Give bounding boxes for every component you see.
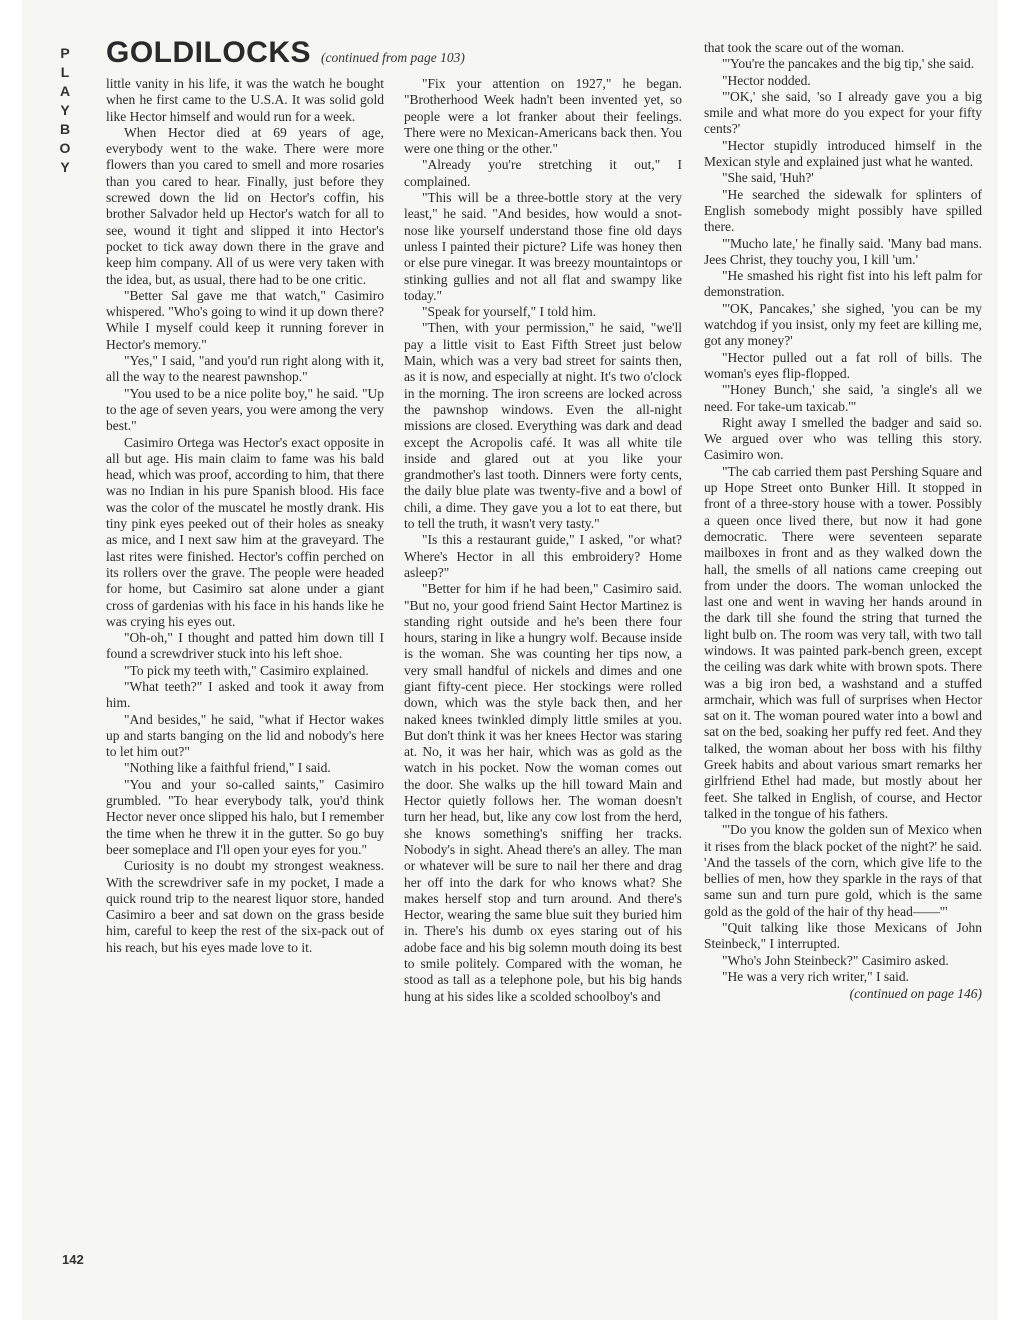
paragraph: "'OK, Pancakes,' she sighed, 'you can be my watchdog if you insist, only my feet are killing me, got any money?' (704, 300, 982, 349)
masthead-letter: P (60, 45, 70, 61)
paragraph: "Fix your attention on 1927," he began. "Brotherhood Week hadn't been invented yet, so people were a lot franker about their feelings. There were no Mexican-Americans back then. You were one thing or the other." (404, 76, 682, 157)
paragraph: "Then, with your permission," he said, "we'll pay a little visit to East Fifth Street just below Main, which was a very bad street for saints then, as it is now, and especially at night. It's two o'clock in the morning. The iron screens are locked across the pawnshop windows. Even the all-night missions are closed. Everything was dark and dead except the Acropolis café. It was all white tile inside and glared out at you like your grandmother's last tooth. Dinners were forty cents, the daily blue plate was twenty-five and a bowl of chili, a dime. They gave you a lot to eat there, but to tell the truth, it wasn't very tasty." (404, 320, 682, 532)
paragraph: "What teeth?" I asked and took it away from him. (106, 678, 384, 711)
masthead-letter: Y (60, 159, 70, 175)
article-title: GOLDILOCKS (106, 36, 311, 69)
paragraph: "'Honey Bunch,' she said, 'a single's all we need. For take-um taxicab.'" (704, 382, 982, 414)
magazine-page (22, 0, 998, 1320)
text-column-2 (404, 76, 682, 1005)
paragraph: "Nothing like a faithful friend," I said. (124, 760, 331, 776)
paragraph: "'OK,' she said, 'so I already gave you a big smile and what more do you expect for your fifty cents?' (704, 88, 982, 137)
masthead-letter: O (59, 140, 71, 156)
article-header (106, 36, 526, 76)
paragraph: "Oh-oh," I thought and patted him down till I found a screwdriver stuck into his left shoe. (106, 630, 384, 662)
masthead-letter: B (59, 121, 71, 137)
paragraph: "Hector stupidly introduced himself in the Mexican style and explained just what he wanted. (704, 137, 982, 170)
paragraph: "You and your so-called saints," Casimiro grumbled. "To hear everybody talk, you'd think Hector never once slipped his halo, but I remember the time when he threw it in the gutter. So go buy beer someplace and I'll open your eyes for you." (106, 776, 384, 857)
paragraph: little vanity in his life, it was the watch he bought when he first came to the U.S.A. It was solid gold like Hector himself and would run for a week. (106, 76, 384, 124)
paragraph: "She said, 'Huh?' (722, 170, 814, 186)
paragraph: "To pick my teeth with," Casimiro explained. (124, 662, 369, 678)
paragraph: "Hector pulled out a fat roll of bills. The woman's eyes flip-flopped. (704, 349, 982, 381)
page-number: 142 (62, 1252, 84, 1267)
paragraph: "'Do you know the golden sun of Mexico when it rises from the black pocket of the night?' he said. 'And the tassels of the corn, which give life to the bellies of men, how they sparkle in the rays of that same sun and turn pure gold, which is the same gold as the gold of the hair of thy head——'" (704, 822, 982, 919)
paragraph: "The cab carried them past Pershing Square and up Hope Street onto Bunker Hill. It stopped in front of a three-story house with a tower. Possibly a queen once lived there, but now it had gone democratic. There were seventeen separate mailboxes in front and as they walked down the hall, the smells of all nations came creeping out from under the doors. The woman unlocked the last one and went in waving her hands around in the dark till she found the string that turned the light bulb on. The room was very tall, with two tall windows. It was painted park-bench green, except the ceiling was dark white with brown spots. There was a big iron bed, a washstand and a stuffed armchair, which was full of surprises when Hector sat on it. The woman poured water into a bowl and sat on the bed, soaking her puffy red feet. And they talked, the woman about her boss with his filthy Greek habits and about various smart remarks her girlfriend Ethel had made, but mostly about her feet. She talked in English, of course, and Hector talked in the tongue of his fathers. (704, 463, 982, 821)
continued-from-note: (continued from page 103) (321, 50, 465, 65)
magazine-masthead (57, 44, 73, 177)
paragraph: "'Mucho late,' he finally said. 'Many bad mans. Jees Christ, they touchy you, I kill 'um.' (704, 235, 982, 267)
paragraph: "Who's John Steinbeck?" Casimiro asked. (722, 952, 949, 968)
text-column-3 (704, 40, 982, 1003)
paragraph: "He smashed his right fist into his left palm for demonstration. (704, 268, 982, 300)
paragraph: "Better for him if he had been," Casimiro said. "But no, your good friend Saint Hector Martinez is standing right outside and he's been there four hours, staring in like a hungry wolf. Because inside is the woman. She was counting her tips now, a very small handful of nickels and dimes and one giant fifty-cent piece. Her stockings were rolled down, which was the style back then, and her naked knees twinkled dimply little smiles at you. But don't think it was her knees Hector was staring at. No, it was her hair, which was as gold as the watch in his pocket. Now the woman comes out the door. She walks up the hill toward Main and Hector quietly follows her. The woman doesn't turn her head, but, like any cow lost from the herd, she knows something's sniffing her tracks. Nobody's in sight. Ahead there's an alley. The man or whatever will be sure to nail her there and drag her off into the dark for who knows what? She makes herself stop and turn around. And there's Hector, wearing the same blue suit they buried him in. There's his dumb ox eyes staring out of his adobe face and his big solemn mouth doing its best to smile politely. Compared with the woman, he stood as tall as a telephone pole, but his big hands hung at his sides like a scolded schoolboy's and (404, 581, 682, 1004)
paragraph: "Quit talking like those Mexicans of John Steinbeck," I interrupted. (704, 920, 982, 952)
continued-on-note: (continued on page 146) (849, 986, 982, 1002)
text-column-1 (106, 76, 384, 956)
paragraph: "Hector nodded. (722, 72, 811, 88)
masthead-letter: Y (60, 102, 70, 118)
paragraph: Casimiro Ortega was Hector's exact opposite in all but age. His main claim to fame was his bald head, which was proof, according to him, that there was no Indian in his pure Spanish blood. His face was the color of the muscatel he mostly drank. His tiny pink eyes peeked out of their holes as sneaky as mice, and I next saw him at the graveyard. The last rites were finished. Hector's coffin perched on its rollers over the grave. The people were headed for home, but Casimiro sat alone under a giant cross of gardenias with his face in his hands like he was crying his eyes out. (106, 434, 384, 629)
paragraph: "You used to be a nice polite boy," he said. "Up to the age of seven years, you were among the very best." (106, 385, 384, 434)
paragraph: that took the scare out of the woman. (704, 40, 905, 55)
paragraph: "And besides," he said, "what if Hector wakes up and starts banging on the lid and nobody's here to let him out?" (106, 711, 384, 760)
masthead-letter: A (59, 83, 71, 99)
paragraph: Right away I smelled the badger and said so. We argued over who was telling this story. Casimiro won. (704, 414, 982, 463)
paragraph: When Hector died at 69 years of age, everybody went to the wake. There were more flowers than you cared to smell and more rosaries than you cared to hear. Finally, just before they screwed down the lid on Hector's coffin, his brother Salvador held up Hector's watch for all to see, wound it tight and slipped it into Hector's pocket to tick away down there in the grave and keep him company. All of us were very taken with the idea, but, as usual, there had to be one critic. (106, 124, 384, 287)
paragraph: Curiosity is no doubt my strongest weakness. With the screwdriver safe in my pocket, I made a quick round trip to the nearest liquor store, handed Casimiro a beer and sat down on the grass beside him, careful to keep the rest of the six-pack out of his reach, but his eyes made love to it. (106, 858, 384, 955)
paragraph: "He was a very rich writer," I said. (722, 968, 910, 984)
paragraph: "Speak for yourself," I told him. (422, 304, 597, 320)
paragraph: "Better Sal gave me that watch," Casimiro whispered. "Who's going to wind it up down there? While I myself could keep it running forever in Hector's memory." (106, 287, 384, 352)
masthead-letter: L (60, 64, 70, 80)
paragraph: "This will be a three-bottle story at the very least," he said. "And besides, how would a snot-nose like yourself understand those fine old days unless I painted their picture? Life was honey then or else pure vinegar. It was breezy mountaintops or stinking gullies and not all flat and swampy like today." (404, 190, 682, 303)
paragraph: "Is this a restaurant guide," I asked, "or what? Where's Hector in all this embroidery? Home asleep?" (404, 532, 682, 580)
paragraph: "Already you're stretching it out," I complained. (404, 157, 682, 189)
paragraph: "Yes," I said, "and you'd run right along with it, all the way to the nearest pawnshop." (106, 353, 384, 385)
paragraph: "'You're the pancakes and the big tip,' she said. (722, 56, 975, 72)
paragraph: "He searched the sidewalk for splinters of English somebody might possibly have spilled there. (704, 186, 982, 235)
